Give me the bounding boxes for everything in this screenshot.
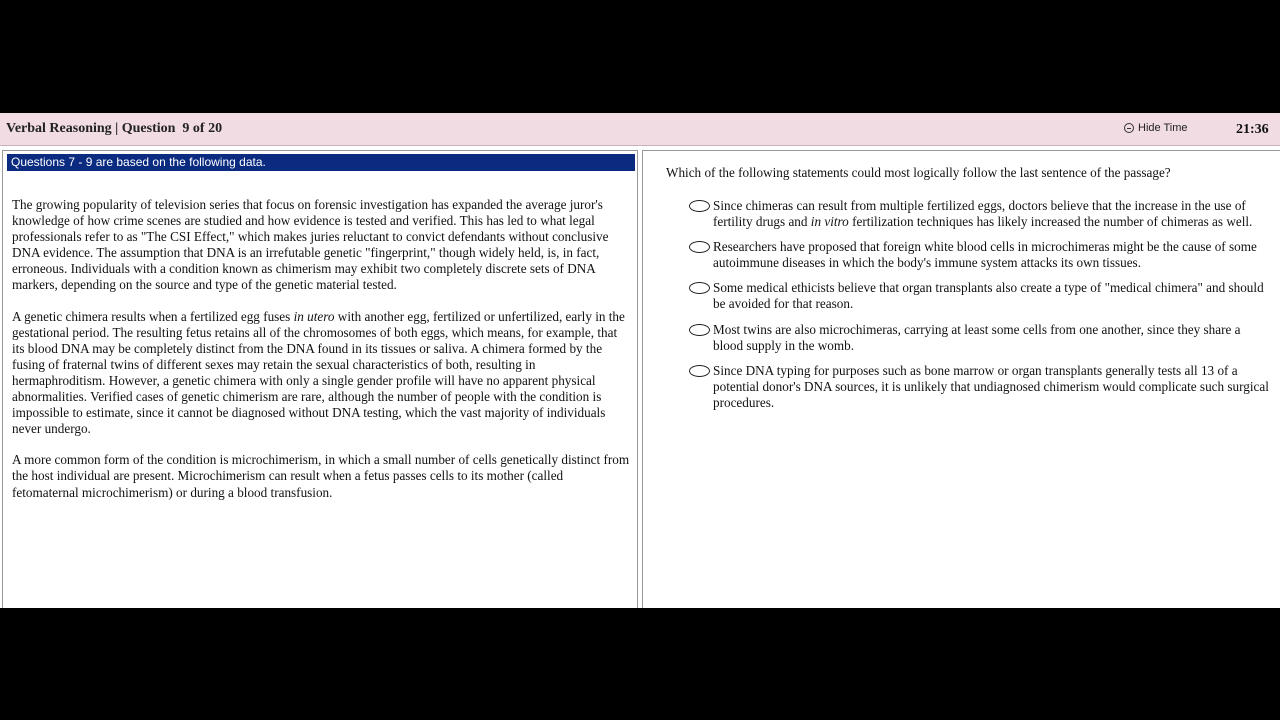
answer-choice-c[interactable] xyxy=(689,280,1273,312)
question-header xyxy=(0,113,1280,146)
passage-paragraph-3: A more common form of the condition is microchimerism, in which a small number of cells genetically distinct from the host individual are present. Microchimerism can result when a fetus passes cells to its mother (called fetomaternal microchimerism) or during a blood transfusion. xyxy=(12,452,630,500)
section-question-title: Verbal Reasoning | Question 9 of 20 xyxy=(6,121,223,136)
question-pane[interactable] xyxy=(642,150,1280,608)
choice-text: Since chimeras can result from multiple fertilized eggs, doctors believe that the increase in the use of fertility drugs and in vitro fertilization techniques has likely increased the number of chimeras as well. xyxy=(713,198,1253,230)
timer: 21:36 xyxy=(1236,122,1269,137)
choice-text: Most twins are also microchimeras, carrying at least some cells from one another, since they share a blood supply in the womb. xyxy=(713,321,1241,353)
test-window xyxy=(0,113,1280,608)
answer-choices xyxy=(689,198,1273,420)
passage-banner: Questions 7 - 9 are based on the following data. xyxy=(7,154,635,171)
passage-pane[interactable] xyxy=(2,150,638,608)
choice-text: Since DNA typing for purposes such as bone marrow or organ transplants generally tests all 13 of a potential donor's DNA sources, it is unlikely that undiagnosed chimerism would complicate such surgical procedures. xyxy=(713,362,1269,410)
passage-paragraph-1: The growing popularity of television series that focus on forensic investigation has expanded the average juror's knowledge of how crime scenes are studied and how evidence is tested and verified. This has led to what legal professionals refer to as "The CSI Effect," which makes juries reluctant to convict defendants without conclusive DNA evidence. The assumption that DNA is an irrefutable genetic "fingerprint," though widely held, is, in fact, erroneous. Individuals with a condition known as chimerism may exhibit two completely discrete sets of DNA markers, depending on the source and type of the genetic material tested. xyxy=(12,197,609,293)
radio-button[interactable] xyxy=(689,282,710,294)
question-stem: Which of the following statements could most logically follow the last sentence of the passage? xyxy=(666,165,1171,180)
radio-button[interactable] xyxy=(689,365,710,377)
radio-button[interactable] xyxy=(689,241,710,253)
hide-time-label: Hide Time xyxy=(1138,122,1188,134)
choice-text: Researchers have proposed that foreign white blood cells in microchimeras might be the cause of some autoimmune diseases in which the body's immune system attacks its own tissues. xyxy=(713,239,1257,271)
minus-circle-icon xyxy=(1124,123,1134,133)
answer-choice-d[interactable] xyxy=(689,322,1273,354)
radio-button[interactable] xyxy=(689,200,710,212)
choice-text: Some medical ethicists believe that organ transplants also create a type of "medical chimera" and should be avoided for that reason. xyxy=(713,280,1264,312)
radio-button[interactable] xyxy=(689,324,710,336)
hide-time-button[interactable] xyxy=(1124,122,1188,134)
passage-paragraph-2: A genetic chimera results when a fertilized egg fuses in utero with another egg, fertilized or unfertilized, early in the gestational period. The resulting fetus retains all of the chromosomes of both eggs, which means, for example, that its blood DNA may be completely distinct from the DNA found in its tissues or saliva. A chimera formed by the fusing of fraternal twins of different sexes may retain the sexual characteristics of both, resulting in hermaphroditism. However, a genetic chimera with only a single gender profile will have no apparent physical abnormalities. Verified cases of genetic chimerism are rare, although the number of people with the condition is impossible to estimate, since it cannot be diagnosed without DNA testing, which the vast majority of individuals never undergo. xyxy=(12,308,625,437)
answer-choice-e[interactable] xyxy=(689,363,1273,411)
answer-choice-a[interactable] xyxy=(689,198,1273,230)
answer-choice-b[interactable] xyxy=(689,239,1273,271)
passage-text xyxy=(12,197,632,516)
